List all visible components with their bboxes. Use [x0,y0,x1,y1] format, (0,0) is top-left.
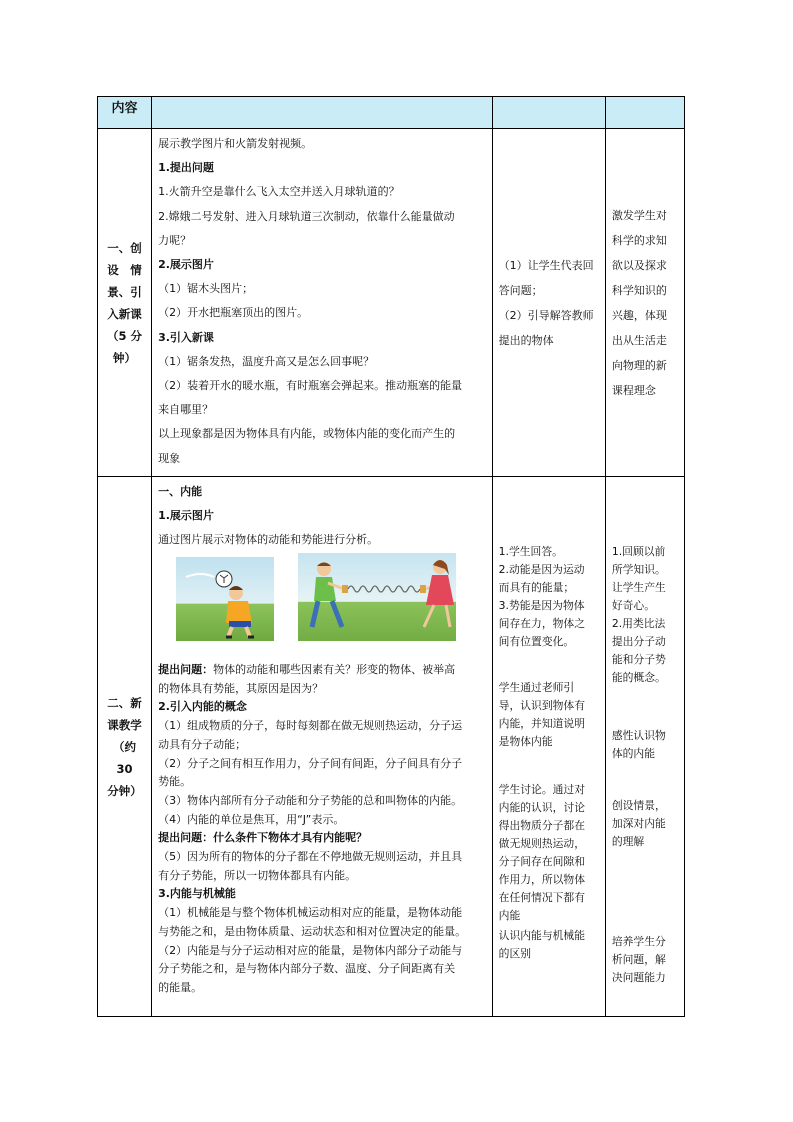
text-line: 一、内能 [158,485,203,498]
text-line: 认识内能与机械能 [498,929,586,942]
header-col2 [152,97,493,129]
text-line: 2.用类比法 [611,617,666,630]
section1-design-intent [606,203,684,403]
text-line: 内能的认识，讨论 [498,801,586,814]
section1-student-activity [493,253,605,353]
section1-content [152,129,492,473]
table-header-row [98,97,685,129]
header-col3 [492,97,605,129]
text-line: 学生通过老师引 [498,681,575,694]
text-line: 以上现象都是因为物体具有内能，或物体内能的变化而产生的 [158,427,456,441]
text-line: 得出物质分子都在 [498,819,586,832]
title-line: 钟） [113,350,137,365]
spring-pull-illustration [298,553,456,641]
lesson-plan-table [97,96,685,1017]
text-line: （2）开水把瓶塞顶出的图片。 [158,306,309,320]
text-line: （1）让学生代表回 [498,258,594,272]
text-line: 分子间存在间隙和 [498,855,586,868]
section2-intent-cell [605,477,684,1017]
text-line: 加深对内能 [611,817,666,830]
text-line: 力呢？ [158,233,192,247]
text-line: （5）因为所有的物体的分子都在不停地做无规则运动，并且具 [158,850,463,864]
intent-group [612,797,682,851]
soccer-header-illustration [176,557,274,641]
text-line: 创设情景， [611,799,666,812]
table-row-section1 [98,129,685,477]
text-line: 现象 [158,451,181,465]
text-line: 激发学生对 [611,208,667,222]
text-line: 体的内能 [611,747,656,760]
text-line: 析问题，解 [611,953,666,966]
text-line: 的能量。 [158,980,203,994]
title-line: 景、引 [107,284,142,299]
text-line: 而具有的能量； [498,581,575,594]
text-line: 的理解 [611,835,645,848]
text-line: 学生讨论。通过对 [498,783,586,796]
text-line: 1.回顾以前 [611,545,666,558]
section1-student-cell [492,129,605,477]
text-line: 提出分子动 [611,635,666,648]
text-line: 2.动能是因为运动 [498,563,585,576]
section2-content-cell [152,477,493,1017]
title-line: 分钟） [107,783,142,798]
header-col4 [605,97,684,129]
text-line: 导，认识到物体有 [498,699,586,712]
text-line: 间有位置变化。 [498,635,575,648]
text-line: 3.引入新课 [158,330,214,344]
text-line: 内能，并知道说明 [498,717,586,730]
text-line: 决问题能力 [611,971,666,984]
text-line: 作用力，所以物体 [498,873,586,886]
section2-content-top [152,477,492,552]
text-line: 能的概念。 [611,671,666,684]
student-group [499,679,601,751]
text-line: 1.提出问题 [158,161,214,175]
text-line: 内能 [498,909,521,922]
section2-images [152,553,492,657]
text-line: （2）装着开水的暖水瓶，有时瓶塞会弹起来。推动瓶塞的能量 [158,379,463,393]
text-line: 科学的求知 [611,233,667,247]
text-line: （2）引导解答教师 [498,308,594,322]
lead-label: 提出问题： [158,663,214,676]
intent-group [612,727,682,763]
text-line: 提出问题：什么条件下物体才具有内能呢？ [158,831,368,845]
text-line: 培养学生分 [611,935,666,948]
text-line: 欲以及探求 [611,258,667,272]
text-line: 2.嫦娥二号发射、进入月球轨道三次制动，依靠什么能量做动 [158,209,455,223]
text-line: 做无规则热运动， [498,837,586,850]
title-line: 课教学 [107,717,142,732]
text-line: 在任何情况下都有 [498,891,586,904]
text-line: 是物体内能 [498,735,553,748]
section1-title [98,129,152,477]
table-row-section2 [98,477,685,1017]
text-line: 向物理的新 [611,358,667,372]
text-line: （2）内能是与分子运动相对应的能量，是物体内部分子动能与 [158,943,463,957]
text-line: 2.引入内能的概念 [158,700,247,714]
text-line: 3.内能与机械能 [158,887,236,901]
text-line: 来自哪里？ [158,403,214,417]
text-line: 间存在力，物体之 [498,617,586,630]
section1-content-cell [152,129,493,477]
section2-content-bottom [152,661,492,1000]
text-line: 好奇心。 [611,599,656,612]
text-line: 所学知识。 [611,563,666,576]
text-line [158,661,488,680]
text-line: 出从生活走 [611,333,667,347]
text-line: 势能。 [158,775,192,789]
intent-group [612,933,682,987]
title-line: （5 分 [107,328,143,343]
section2-title [98,477,152,1017]
text-line: （1）锯条发热，温度升高又是怎么回事呢？ [158,354,375,368]
section2-title-lines [98,692,151,802]
text-line: （1）组成物质的分子，每时每刻都在做无规则热运动，分子运 [158,719,463,733]
text-line: 与势能之和，是由物体质量、运动状态和相对位置决定的能量。 [158,924,467,938]
student-group [499,543,601,651]
text-line: 分子势能之和，是与物体内部分子数、温度、分子间距离有关 [158,962,456,976]
text-line: 通过图片展示对物体的动能和势能进行分析。 [158,533,379,546]
text-line: 的物体具有势能，其原因是因为？ [158,681,324,695]
text-line: 科学知识的 [611,283,667,297]
section1-intent-cell [605,129,684,477]
text-line: 1.火箭升空是靠什么飞入太空并送入月球轨道的？ [158,185,400,199]
title-line: 二、新 [107,695,142,710]
section2-student-activity [493,543,605,963]
student-group [499,927,601,963]
text-line: 让学生产生 [611,581,666,594]
header-content: 内容 [98,97,152,129]
title-line: （约30 [113,739,137,776]
text-line: （1）机械能是与整个物体机械运动相对应的能量，是物体动能 [158,906,463,920]
lead-text: 物体的动能和哪些因素有关？形变的物体、被举高 [213,663,456,676]
title-line: 设 情 [107,262,142,277]
text-line: 3.势能是因为物体 [498,599,585,612]
text-line: （3）物体内部所有分子动能和分子势能的总和叫物体的内能。 [158,793,463,807]
text-line: 答问题； [498,283,543,297]
title-line: 一、创 [107,240,142,255]
text-line: 1.展示图片 [158,509,214,522]
text-line: 动具有分子动能； [158,737,247,751]
text-line: 的区别 [498,947,532,960]
text-line: （1）锯木头图片； [158,282,254,296]
section1-title-lines [98,237,151,369]
text-line: 提出的物体 [498,333,554,347]
text-line: 感性认识物 [611,729,666,742]
text-line: （2）分子之间有相互作用力，分子间有间距，分子间具有分子 [158,756,463,770]
text-line: 2.展示图片 [158,258,214,272]
section2-student-cell [492,477,605,1017]
text-line: 能和分子势 [611,653,666,666]
text-line: 兴趣，体现 [611,308,667,322]
text-line: 1.学生回答。 [498,545,563,558]
text-line: 有分子势能，所以一切物体都具有内能。 [158,868,357,882]
text-line: （4）内能的单位是焦耳，用“J”表示。 [158,812,345,826]
section2-design-intent [606,543,684,987]
title-line: 入新课 [107,306,142,321]
text-line: 课程理念 [611,383,656,397]
student-group [499,781,601,925]
intent-group [612,543,682,687]
text-line: 展示教学图片和火箭发射视频。 [158,137,313,150]
